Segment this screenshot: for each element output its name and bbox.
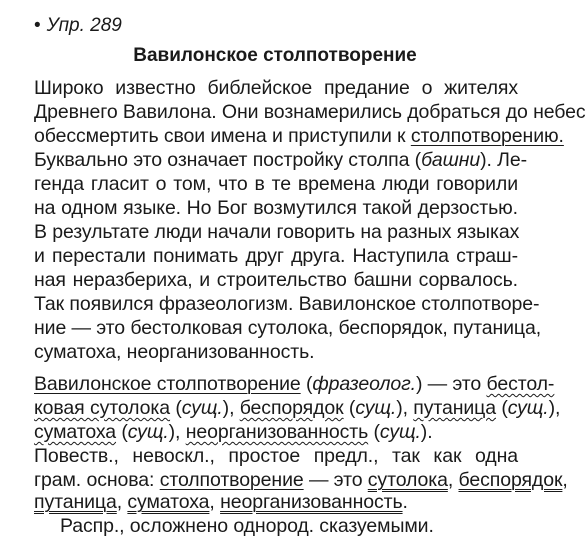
analysis-text: ( [368, 421, 380, 443]
analysis-line: Распр., осложнено однород. сказуемыми. [60, 515, 434, 537]
analysis-text: ) — это [415, 373, 487, 395]
exercise-number: Упр. 289 [46, 15, 122, 36]
paragraph-line: Так появился фразеологизм. Вавилонское столпотворе- [34, 293, 540, 315]
pos-note: сущ. [379, 421, 421, 443]
wavy-word: ковая сутолока [34, 397, 171, 419]
page-title: Вавилонское столпотворение [133, 45, 417, 66]
analysis-text: грам. основа: [34, 469, 160, 491]
analysis-line [34, 420, 518, 444]
analysis-text: , [116, 491, 128, 513]
subject-phrase: Вавилонское столпотворение [34, 373, 301, 395]
analysis-text: ( [300, 373, 313, 395]
analysis-line [34, 396, 561, 420]
double-underlined-word: беспорядок [458, 469, 563, 491]
paragraph-line: ная неразбериха, и строительство башни сорвалось. [34, 269, 518, 291]
pos-note: фразеолог. [312, 373, 416, 395]
paragraph-line: суматоха, неорганизованность. [34, 341, 315, 363]
double-underlined-word: сутолока [367, 469, 448, 491]
analysis-text: — это [303, 469, 368, 491]
paragraph-line: и перестали понимать друг друга. Наступила страш- [34, 245, 518, 267]
paragraph-line [34, 148, 528, 172]
underlined-word: столпотворению. [410, 125, 564, 147]
analysis-text: ( [170, 397, 182, 419]
analysis-text: ). [420, 421, 433, 443]
paragraph-text: обессмертить свои имена и приступили к [34, 125, 411, 147]
double-underlined-word: суматоха [127, 491, 210, 513]
analysis-text: ), [168, 421, 186, 443]
analysis-line [34, 468, 568, 492]
exercise-header [34, 14, 122, 38]
analysis-text: ), [222, 397, 240, 419]
paragraph-line: Широко известно библейское предание о жителях [34, 77, 518, 99]
underlined-word: столпотворение [159, 469, 304, 491]
pos-note: сущ. [355, 397, 397, 419]
pos-note: сущ. [127, 421, 169, 443]
paragraph-line: ние — это бестолковая сутолока, беспорядок, путаница, [34, 317, 542, 339]
pos-note: сущ. [181, 397, 223, 419]
analysis-line [34, 490, 518, 514]
paragraph-line: Древнего Вавилона. Они вознамерились добраться до небес [34, 101, 586, 123]
analysis-line [34, 372, 555, 396]
pos-note: сущ. [507, 397, 549, 419]
paragraph-line: на одном языке. Но Бог возмутился такой дерзостью. [34, 197, 518, 219]
analysis-text: ( [496, 397, 508, 419]
analysis-line: Повеств., невоскл., простое предл., так как одна [34, 445, 518, 467]
wavy-word: бестол- [486, 373, 555, 395]
analysis-text: ), [548, 397, 561, 419]
double-underlined-word: путаница [34, 491, 117, 513]
paragraph-text: ). Ле- [480, 149, 528, 171]
paragraph-text: Буквально это означает постройку столпа ( [34, 149, 422, 171]
analysis-text: ), [396, 397, 414, 419]
double-underlined-word: неорганизованность [220, 491, 403, 513]
wavy-word: путаница [413, 397, 496, 419]
paragraph-line [34, 124, 564, 148]
analysis-text: . [402, 491, 408, 513]
analysis-text: , [562, 469, 568, 491]
italic-word: башни [421, 149, 481, 171]
bullet-icon: • [34, 15, 41, 36]
analysis-text: ( [116, 421, 128, 443]
analysis-text: , [209, 491, 221, 513]
analysis-text: ( [343, 397, 356, 419]
wavy-word: суматоха [34, 421, 117, 443]
wavy-word: беспорядок [239, 397, 344, 419]
wavy-word: неорганизованность [185, 421, 369, 443]
analysis-text: , [447, 469, 459, 491]
paragraph-line: генда гласит о том, что в те времена люди говорили [34, 173, 518, 195]
paragraph-line: В результате люди начали говорить на разных языках [34, 221, 520, 243]
